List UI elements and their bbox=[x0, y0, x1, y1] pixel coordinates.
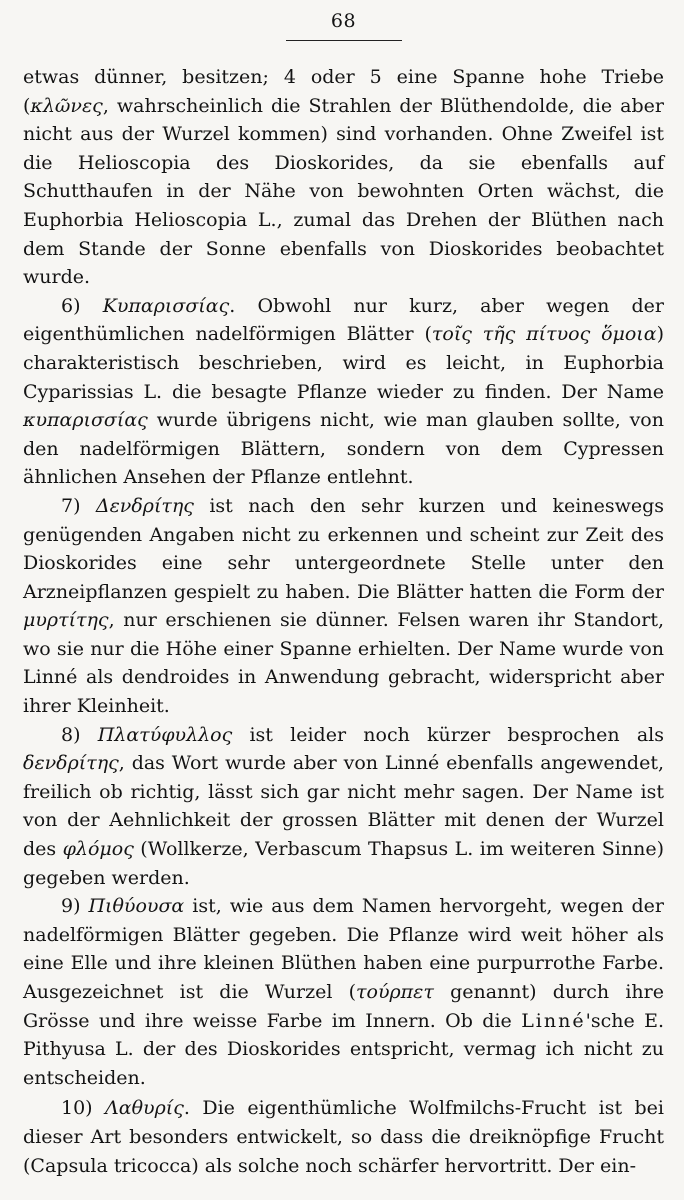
greek-term: Πλατύφυλλος bbox=[97, 723, 233, 746]
greek-term: Κυπαρισσίας bbox=[102, 294, 230, 317]
greek-term: Δενδρίτης bbox=[95, 494, 194, 517]
greek-term: τούρπετ bbox=[356, 981, 434, 1003]
text-segment: (Wollkerze, Verbascum Thapsus L. im weiteren Sinne) gegeben werden. bbox=[23, 838, 665, 889]
paragraph-p6 bbox=[23, 292, 664, 492]
text-segment: etwas dünner, besitzen; 4 oder 5 eine Spanne hohe Triebe ( bbox=[23, 66, 664, 117]
text-segment: 9) bbox=[61, 895, 89, 918]
text-segment: , wahrscheinlich die Strahlen der Blüthendolde, die aber nicht aus der Wurzel kommen) sind vorhanden. Ohne Zweifel ist die Helioscopia des Dioskorides, da sie ebenfalls auf Schutthaufen in der Nähe von bewohnten Orten wächst, die Euphorbia Helioscopia L., zumal das Drehen der Blüthen nach dem Stande der Sonne ebenfalls von Dioskorides beobachtet wurde. bbox=[23, 94, 664, 289]
text-segment: 6) bbox=[61, 294, 103, 317]
text-segment: ) charakteristisch beschrieben, wird es leicht, in Euphorbia Cyparissias L. die besagte Pflanze wieder zu finden. Der Name bbox=[23, 323, 665, 403]
greek-term: Πιθύουσα bbox=[88, 895, 185, 918]
text-segment: . Obwohl nur kurz, aber wegen der eigenthümlichen nadelförmigen Blätter ( bbox=[23, 294, 664, 346]
greek-term: μυρτίτης bbox=[23, 609, 109, 632]
text-segment: genannt) durch ihre Grösse und ihre weisse Farbe im Innern. Ob die bbox=[23, 981, 664, 1032]
text-segment: 10) bbox=[61, 1097, 106, 1120]
greek-term: κυπαρισσίας bbox=[23, 409, 148, 432]
paragraph-p9 bbox=[23, 892, 664, 1092]
spaced-name: Linné bbox=[521, 1009, 586, 1032]
greek-term: Λαθυρίς bbox=[105, 1097, 184, 1120]
text-segment: . Die eigenthümliche Wolfmilchs-Frucht ist bei dieser Art besonders entwickelt, so dass die dreiknöpfige Frucht (Capsula tricocca) als solche noch schärfer hervortritt. Der ein- bbox=[23, 1097, 665, 1177]
text-segment: wurde übrigens nicht, wie man glauben sollte, von den nadelförmigen Blättern, sondern von dem Cypressen ähnlichen Ansehen der Pflanze entlehnt. bbox=[23, 409, 664, 489]
text-segment: , das Wort wurde aber von Linné ebenfalls angewendet, freilich ob richtig, lässt sich gar nicht mehr sagen. Der Name ist von der Aehnlichkeit der grossen Blätter mit denen der Wurzel des bbox=[23, 752, 664, 861]
text-segment: ist, wie aus dem Namen hervorgeht, wegen der nadelförmigen Blätter gegeben. Die Pflanze wird weit höher als eine Elle und ihre kleinen Blüthen haben eine purpurrothe Farbe. Ausgezeichnet ist die Wurzel ( bbox=[23, 895, 664, 1003]
body-text bbox=[23, 63, 664, 1180]
greek-term: δενδρίτης bbox=[23, 752, 119, 775]
text-segment: ist nach den sehr kurzen und keineswegs genügenden Angaben nicht zu erkennen und scheint zur Zeit des Dioskorides eine sehr untergeordnete Stelle unter den Arzneipflanzen gespielt zu haben. Die Blätter hatten die Form der bbox=[23, 494, 664, 603]
paragraph-p10 bbox=[23, 1094, 664, 1180]
text-segment: , nur erschienen sie dünner. Felsen waren ihr Standort, wo sie nur die Höhe einer Spanne erhielten. Der Name wurde von Linné als dendroides in Anwendung gebracht, widerspricht aber ihrer Kleinheit. bbox=[23, 609, 664, 718]
greek-term: κλῶνες bbox=[30, 94, 103, 117]
paragraph-p7 bbox=[23, 492, 664, 721]
text-segment: ist leider noch kürzer besprochen als bbox=[232, 723, 665, 746]
header-rule bbox=[286, 40, 402, 41]
page-number: 68 bbox=[330, 10, 357, 32]
text-segment: 7) bbox=[61, 494, 96, 517]
paragraph-p8 bbox=[23, 721, 664, 893]
text-segment: 'sche E. Pithyusa L. der des Dioskorides entspricht, vermag ich nicht zu entscheiden. bbox=[23, 1009, 665, 1089]
greek-term: φλόμος bbox=[62, 838, 134, 861]
text-segment: 8) bbox=[61, 723, 98, 746]
greek-term: τοῖς τῆς πίτυος ὅμοια bbox=[431, 323, 657, 346]
paragraph-intro bbox=[23, 63, 664, 292]
